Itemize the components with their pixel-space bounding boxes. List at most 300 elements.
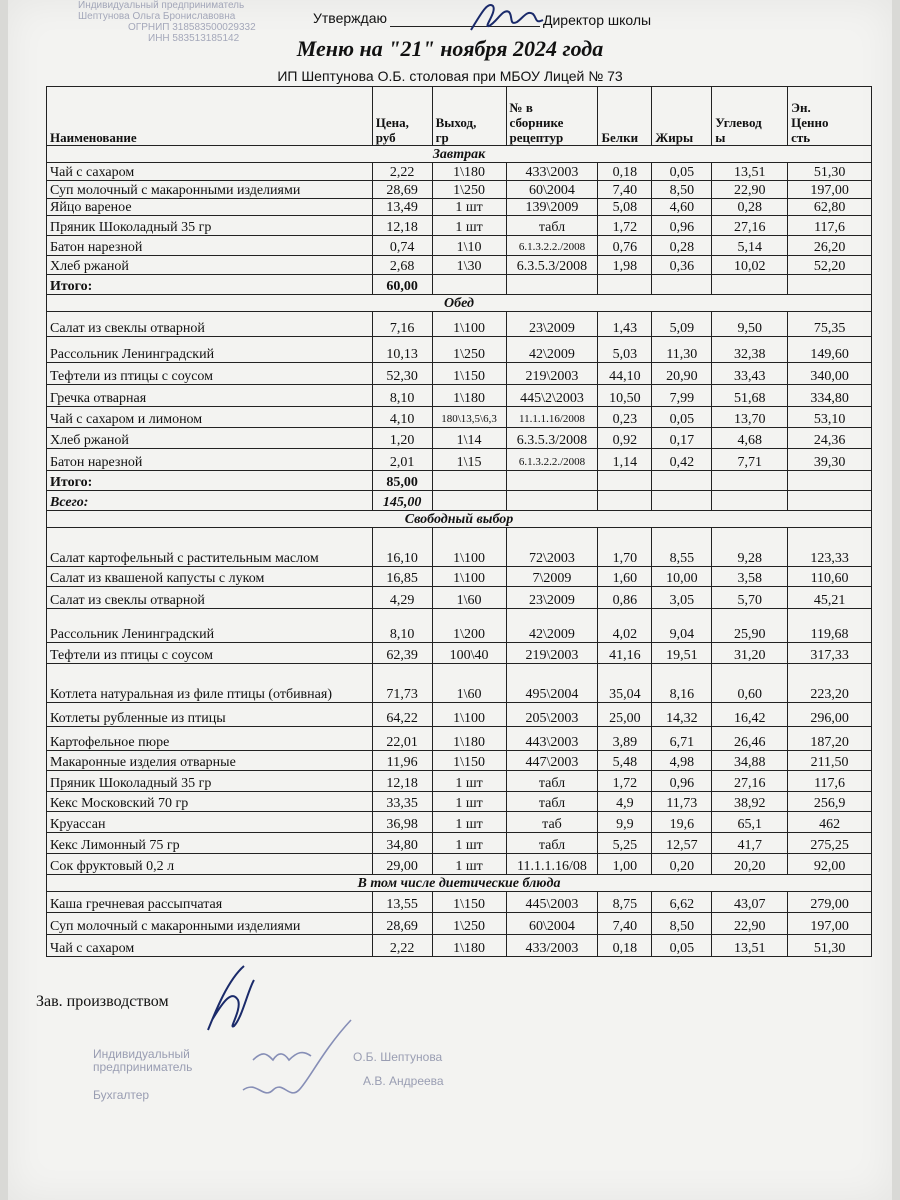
table-cell: 32,38 bbox=[712, 337, 788, 363]
section-title: Свободный выбор bbox=[47, 511, 872, 528]
table-cell: 16,10 bbox=[372, 528, 432, 567]
dish-name: Хлеб ржаной bbox=[47, 256, 373, 275]
table-cell: 13,70 bbox=[712, 407, 788, 428]
table-cell bbox=[652, 491, 712, 511]
table-cell bbox=[788, 471, 872, 491]
total-label: Итого: bbox=[47, 275, 373, 295]
column-header: Жиры bbox=[652, 87, 712, 146]
table-cell: 7,16 bbox=[372, 312, 432, 337]
table-cell: 445\2\2003 bbox=[506, 385, 598, 407]
table-row bbox=[47, 913, 872, 935]
table-row bbox=[47, 703, 872, 727]
table-cell: 0,96 bbox=[652, 771, 712, 792]
table-cell: 33,35 bbox=[372, 792, 432, 812]
table-cell: 1,72 bbox=[598, 216, 652, 236]
table-cell: 433/2003 bbox=[506, 935, 598, 957]
table-cell bbox=[712, 491, 788, 511]
table-cell: 22,01 bbox=[372, 727, 432, 751]
table-cell: 11.1.1.16/2008 bbox=[506, 407, 598, 428]
table-row bbox=[47, 449, 872, 471]
section-header-row bbox=[47, 875, 872, 892]
table-cell: 1,00 bbox=[598, 854, 652, 875]
table-cell: 1\10 bbox=[432, 236, 506, 256]
table-cell: 62,39 bbox=[372, 643, 432, 664]
table-row bbox=[47, 528, 872, 567]
table-cell: 9,28 bbox=[712, 528, 788, 567]
table-cell: 38,92 bbox=[712, 792, 788, 812]
total-row bbox=[47, 471, 872, 491]
table-cell: 75,35 bbox=[788, 312, 872, 337]
dish-name: Салат из квашеной капусты с луком bbox=[47, 567, 373, 587]
grand-total-value: 145,00 bbox=[372, 491, 432, 511]
table-cell bbox=[432, 275, 506, 295]
table-cell: 4,10 bbox=[372, 407, 432, 428]
table-cell: табл bbox=[506, 833, 598, 854]
column-header: Эн. Ценно сть bbox=[788, 87, 872, 146]
table-row bbox=[47, 643, 872, 664]
table-row bbox=[47, 812, 872, 833]
table-cell: 1,72 bbox=[598, 771, 652, 792]
dish-name: Картофельное пюре bbox=[47, 727, 373, 751]
table-cell: 0,28 bbox=[712, 199, 788, 216]
table-cell bbox=[598, 275, 652, 295]
table-cell: 1 шт bbox=[432, 833, 506, 854]
table-row bbox=[47, 407, 872, 428]
table-cell: 1\100 bbox=[432, 528, 506, 567]
table-cell: 64,22 bbox=[372, 703, 432, 727]
table-cell: 42\2009 bbox=[506, 609, 598, 643]
dish-name: Гречка отварная bbox=[47, 385, 373, 407]
table-cell: 34,88 bbox=[712, 751, 788, 771]
table-cell: 296,00 bbox=[788, 703, 872, 727]
table-cell: 7,99 bbox=[652, 385, 712, 407]
table-cell: 495\2004 bbox=[506, 664, 598, 703]
table-cell bbox=[506, 275, 598, 295]
table-cell: 6.3.5.3/2008 bbox=[506, 256, 598, 275]
table-cell: 149,60 bbox=[788, 337, 872, 363]
table-cell bbox=[598, 491, 652, 511]
table-cell: 12,18 bbox=[372, 771, 432, 792]
table-cell: 1\180 bbox=[432, 163, 506, 181]
table-cell: 0,18 bbox=[598, 163, 652, 181]
table-cell: 27,16 bbox=[712, 771, 788, 792]
table-cell: 1\60 bbox=[432, 587, 506, 609]
table-cell bbox=[652, 275, 712, 295]
table-cell: 1\180 bbox=[432, 385, 506, 407]
table-cell: 53,10 bbox=[788, 407, 872, 428]
table-cell: 0,36 bbox=[652, 256, 712, 275]
table-cell: 117,6 bbox=[788, 216, 872, 236]
table-cell: 1,14 bbox=[598, 449, 652, 471]
table-cell: 1\180 bbox=[432, 935, 506, 957]
table-cell: 1\15 bbox=[432, 449, 506, 471]
table-cell: 5,25 bbox=[598, 833, 652, 854]
table-cell: 9,9 bbox=[598, 812, 652, 833]
table-cell: 10,13 bbox=[372, 337, 432, 363]
section-title: Обед bbox=[47, 295, 872, 312]
table-cell: 1\100 bbox=[432, 567, 506, 587]
production-label: Зав. производством bbox=[36, 993, 169, 1010]
table-cell: 8,16 bbox=[652, 664, 712, 703]
table-cell: 1 шт bbox=[432, 792, 506, 812]
dish-name: Тефтели из птицы с соусом bbox=[47, 363, 373, 385]
table-row bbox=[47, 664, 872, 703]
table-cell: 1\60 bbox=[432, 664, 506, 703]
table-cell: 8,55 bbox=[652, 528, 712, 567]
table-cell: табл bbox=[506, 771, 598, 792]
table-cell bbox=[432, 471, 506, 491]
dish-name: Котлеты рубленные из птицы bbox=[47, 703, 373, 727]
table-cell: 26,46 bbox=[712, 727, 788, 751]
table-cell bbox=[598, 471, 652, 491]
table-cell: 41,16 bbox=[598, 643, 652, 664]
table-cell: 44,10 bbox=[598, 363, 652, 385]
table-cell: 7,71 bbox=[712, 449, 788, 471]
column-header: Белки bbox=[598, 87, 652, 146]
table-cell: 1 шт bbox=[432, 216, 506, 236]
table-cell: 1 шт bbox=[432, 199, 506, 216]
table-cell: 10,50 bbox=[598, 385, 652, 407]
table-cell: 12,18 bbox=[372, 216, 432, 236]
table-cell: 334,80 bbox=[788, 385, 872, 407]
table-cell bbox=[712, 275, 788, 295]
dish-name: Круассан bbox=[47, 812, 373, 833]
table-cell: 28,69 bbox=[372, 181, 432, 199]
dish-name: Сок фруктовый 0,2 л bbox=[47, 854, 373, 875]
table-cell: 2,01 bbox=[372, 449, 432, 471]
table-row bbox=[47, 199, 872, 216]
table-cell: 7,40 bbox=[598, 913, 652, 935]
table-cell: 31,20 bbox=[712, 643, 788, 664]
table-cell: 45,21 bbox=[788, 587, 872, 609]
table-cell: 119,68 bbox=[788, 609, 872, 643]
table-cell: 0,74 bbox=[372, 236, 432, 256]
dish-name: Чай с сахаром bbox=[47, 935, 373, 957]
table-cell: 33,43 bbox=[712, 363, 788, 385]
table-cell: табл bbox=[506, 792, 598, 812]
dish-name: Яйцо вареное bbox=[47, 199, 373, 216]
table-row bbox=[47, 363, 872, 385]
table-cell: 117,6 bbox=[788, 771, 872, 792]
table-cell: 51,30 bbox=[788, 163, 872, 181]
dish-name: Салат картофельный с растительным маслом bbox=[47, 528, 373, 567]
table-cell: 13,51 bbox=[712, 935, 788, 957]
table-row bbox=[47, 216, 872, 236]
table-cell: 1,43 bbox=[598, 312, 652, 337]
table-cell: 317,33 bbox=[788, 643, 872, 664]
table-cell: 6,71 bbox=[652, 727, 712, 751]
table-cell: 0,28 bbox=[652, 236, 712, 256]
table-cell: 462 bbox=[788, 812, 872, 833]
dish-name: Батон нарезной bbox=[47, 449, 373, 471]
dish-name: Батон нарезной bbox=[47, 236, 373, 256]
dish-name: Рассольник Ленинградский bbox=[47, 337, 373, 363]
table-cell: 223,20 bbox=[788, 664, 872, 703]
table-row bbox=[47, 385, 872, 407]
table-cell: 16,85 bbox=[372, 567, 432, 587]
table-cell: 1\150 bbox=[432, 363, 506, 385]
column-header: Цена, руб bbox=[372, 87, 432, 146]
dish-name: Чай с сахаром и лимоном bbox=[47, 407, 373, 428]
table-header-row bbox=[47, 87, 872, 146]
document-page bbox=[8, 0, 892, 1200]
table-cell: 1\150 bbox=[432, 892, 506, 913]
table-cell: 1\200 bbox=[432, 609, 506, 643]
dish-name: Кекс Лимонный 75 гр bbox=[47, 833, 373, 854]
table-cell: 219\2003 bbox=[506, 363, 598, 385]
table-cell: 35,04 bbox=[598, 664, 652, 703]
table-cell: 13,49 bbox=[372, 199, 432, 216]
dish-name: Чай с сахаром bbox=[47, 163, 373, 181]
section-header-row bbox=[47, 511, 872, 528]
table-cell: 211,50 bbox=[788, 751, 872, 771]
table-cell: 24,36 bbox=[788, 428, 872, 449]
column-header: № в сборнике рецептур bbox=[506, 87, 598, 146]
dish-name: Суп молочный с макаронными изделиями bbox=[47, 913, 373, 935]
table-row bbox=[47, 337, 872, 363]
table-cell: 180\13,5\6,3 bbox=[432, 407, 506, 428]
stamp-line: ОГРНИП 318583500029332 bbox=[128, 22, 256, 33]
table-cell: 1\30 bbox=[432, 256, 506, 275]
table-row bbox=[47, 892, 872, 913]
table-cell: 445\2003 bbox=[506, 892, 598, 913]
table-cell: 2,22 bbox=[372, 935, 432, 957]
table-cell: 62,80 bbox=[788, 199, 872, 216]
table-cell bbox=[506, 471, 598, 491]
table-cell: табл bbox=[506, 216, 598, 236]
table-row bbox=[47, 236, 872, 256]
table-cell: 9,50 bbox=[712, 312, 788, 337]
column-header: Углевод ы bbox=[712, 87, 788, 146]
table-cell: таб bbox=[506, 812, 598, 833]
dish-name: Хлеб ржаной bbox=[47, 428, 373, 449]
dish-name: Котлета натуральная из филе птицы (отбивная) bbox=[47, 664, 373, 703]
director-signature bbox=[463, 0, 553, 36]
table-cell: 197,00 bbox=[788, 181, 872, 199]
table-cell: 0,23 bbox=[598, 407, 652, 428]
table-cell: 1\150 bbox=[432, 751, 506, 771]
table-cell: 19,51 bbox=[652, 643, 712, 664]
column-header: Наименование bbox=[47, 87, 373, 146]
dish-name: Кекс Московский 70 гр bbox=[47, 792, 373, 812]
column-header: Выход, гр bbox=[432, 87, 506, 146]
table-cell: 10,00 bbox=[652, 567, 712, 587]
table-cell: 8,10 bbox=[372, 385, 432, 407]
table-cell: 1 шт bbox=[432, 771, 506, 792]
stamp-org: Индивидуальный предприниматель bbox=[93, 1047, 193, 1074]
table-cell: 5,08 bbox=[598, 199, 652, 216]
table-cell: 2,22 bbox=[372, 163, 432, 181]
table-cell: 51,30 bbox=[788, 935, 872, 957]
table-cell: 10,02 bbox=[712, 256, 788, 275]
table-cell: 60\2004 bbox=[506, 181, 598, 199]
table-cell: 0,92 bbox=[598, 428, 652, 449]
table-cell: 3,05 bbox=[652, 587, 712, 609]
table-cell: 8,75 bbox=[598, 892, 652, 913]
table-cell: 52,20 bbox=[788, 256, 872, 275]
table-cell: 139\2009 bbox=[506, 199, 598, 216]
accountant-name: А.В. Андреева bbox=[363, 1074, 444, 1088]
table-cell: 0,05 bbox=[652, 935, 712, 957]
table-cell: 0,86 bbox=[598, 587, 652, 609]
table-cell: 4,60 bbox=[652, 199, 712, 216]
table-cell: 12,57 bbox=[652, 833, 712, 854]
table-cell bbox=[712, 471, 788, 491]
table-row bbox=[47, 792, 872, 812]
table-cell: 1,60 bbox=[598, 567, 652, 587]
table-row bbox=[47, 751, 872, 771]
dish-name: Пряник Шоколадный 35 гр bbox=[47, 771, 373, 792]
table-cell: 7\2009 bbox=[506, 567, 598, 587]
table-cell: 4,29 bbox=[372, 587, 432, 609]
table-cell: 279,00 bbox=[788, 892, 872, 913]
section-title: Завтрак bbox=[47, 146, 872, 163]
table-cell: 0,05 bbox=[652, 163, 712, 181]
section-title: В том числе диетические блюда bbox=[47, 875, 872, 892]
table-row bbox=[47, 854, 872, 875]
dish-name: Салат из свеклы отварной bbox=[47, 312, 373, 337]
table-row bbox=[47, 312, 872, 337]
table-cell: 6,62 bbox=[652, 892, 712, 913]
table-cell: 100\40 bbox=[432, 643, 506, 664]
stamp-line: Индивидуальный предприниматель bbox=[78, 0, 245, 11]
table-cell: 8,10 bbox=[372, 609, 432, 643]
table-cell: 52,30 bbox=[372, 363, 432, 385]
table-cell: 0,42 bbox=[652, 449, 712, 471]
stamp-line: ИНН 583513185142 bbox=[148, 33, 240, 44]
page-subtitle: ИП Шептунова О.Б. столовая при МБОУ Лицей № 73 bbox=[277, 68, 623, 84]
total-value: 60,00 bbox=[372, 275, 432, 295]
table-cell: 1\14 bbox=[432, 428, 506, 449]
table-cell: 340,00 bbox=[788, 363, 872, 385]
table-cell: 1\250 bbox=[432, 337, 506, 363]
table-cell: 5,70 bbox=[712, 587, 788, 609]
accountant-signature bbox=[233, 1010, 363, 1120]
table-cell bbox=[432, 491, 506, 511]
table-cell: 28,69 bbox=[372, 913, 432, 935]
dish-name: Рассольник Ленинградский bbox=[47, 609, 373, 643]
table-cell: 42\2009 bbox=[506, 337, 598, 363]
dish-name: Суп молочный с макаронными изделиями bbox=[47, 181, 373, 199]
table-cell: 25,00 bbox=[598, 703, 652, 727]
table-cell: 22,90 bbox=[712, 913, 788, 935]
table-cell: 5,14 bbox=[712, 236, 788, 256]
table-cell: 4,68 bbox=[712, 428, 788, 449]
table-cell: 0,05 bbox=[652, 407, 712, 428]
table-cell: 205\2003 bbox=[506, 703, 598, 727]
table-cell: 51,68 bbox=[712, 385, 788, 407]
table-row bbox=[47, 428, 872, 449]
table-cell: 9,04 bbox=[652, 609, 712, 643]
table-cell: 26,20 bbox=[788, 236, 872, 256]
table-row bbox=[47, 771, 872, 792]
table-cell: 72\2003 bbox=[506, 528, 598, 567]
table-cell: 4,02 bbox=[598, 609, 652, 643]
table-cell: 6.3.5.3/2008 bbox=[506, 428, 598, 449]
table-cell: 1,98 bbox=[598, 256, 652, 275]
table-cell: 41,7 bbox=[712, 833, 788, 854]
table-cell: 22,90 bbox=[712, 181, 788, 199]
table-row bbox=[47, 256, 872, 275]
table-cell: 433\2003 bbox=[506, 163, 598, 181]
total-value: 85,00 bbox=[372, 471, 432, 491]
table-cell: 39,30 bbox=[788, 449, 872, 471]
table-cell: 27,16 bbox=[712, 216, 788, 236]
table-cell: 5,03 bbox=[598, 337, 652, 363]
table-cell: 92,00 bbox=[788, 854, 872, 875]
table-cell: 275,25 bbox=[788, 833, 872, 854]
table-cell: 1\250 bbox=[432, 913, 506, 935]
table-cell: 4,9 bbox=[598, 792, 652, 812]
table-cell: 16,42 bbox=[712, 703, 788, 727]
table-cell bbox=[652, 471, 712, 491]
table-cell: 65,1 bbox=[712, 812, 788, 833]
table-row bbox=[47, 609, 872, 643]
page-title: Меню на "21" ноября 2024 года bbox=[296, 36, 604, 61]
table-row bbox=[47, 587, 872, 609]
table-cell: 5,48 bbox=[598, 751, 652, 771]
table-cell: 1 шт bbox=[432, 812, 506, 833]
menu-table bbox=[46, 86, 872, 957]
table-cell: 2,68 bbox=[372, 256, 432, 275]
total-label: Итого: bbox=[47, 471, 373, 491]
table-cell: 13,51 bbox=[712, 163, 788, 181]
table-cell: 43,07 bbox=[712, 892, 788, 913]
table-cell: 219\2003 bbox=[506, 643, 598, 664]
accountant-label: Бухгалтер bbox=[93, 1088, 150, 1102]
table-cell bbox=[506, 491, 598, 511]
table-cell: 8,50 bbox=[652, 181, 712, 199]
table-cell: 11.1.1.16/08 bbox=[506, 854, 598, 875]
table-cell: 443\2003 bbox=[506, 727, 598, 751]
table-cell: 13,55 bbox=[372, 892, 432, 913]
table-cell: 19,6 bbox=[652, 812, 712, 833]
director-label: Директор школы bbox=[543, 12, 652, 28]
dish-name: Каша гречневая рассыпчатая bbox=[47, 892, 373, 913]
grand-total-row bbox=[47, 491, 872, 511]
table-cell: 29,00 bbox=[372, 854, 432, 875]
table-cell: 0,20 bbox=[652, 854, 712, 875]
table-cell: 8,50 bbox=[652, 913, 712, 935]
table-cell: 34,80 bbox=[372, 833, 432, 854]
table-cell: 6.1.3.2.2./2008 bbox=[506, 236, 598, 256]
table-cell: 197,00 bbox=[788, 913, 872, 935]
table-cell: 0,60 bbox=[712, 664, 788, 703]
stamp-line: Шептунова Ольга Брониславовна bbox=[78, 11, 236, 22]
table-cell: 23\2009 bbox=[506, 312, 598, 337]
table-cell: 256,9 bbox=[788, 792, 872, 812]
table-cell: 7,40 bbox=[598, 181, 652, 199]
section-header-row bbox=[47, 295, 872, 312]
table-row bbox=[47, 727, 872, 751]
table-row bbox=[47, 567, 872, 587]
table-cell: 20,90 bbox=[652, 363, 712, 385]
table-cell: 0,76 bbox=[598, 236, 652, 256]
table-cell: 71,73 bbox=[372, 664, 432, 703]
table-cell: 11,73 bbox=[652, 792, 712, 812]
table-cell: 0,17 bbox=[652, 428, 712, 449]
dish-name: Пряник Шоколадный 35 гр bbox=[47, 216, 373, 236]
table-cell: 36,98 bbox=[372, 812, 432, 833]
table-cell bbox=[788, 491, 872, 511]
table-cell bbox=[788, 275, 872, 295]
total-row bbox=[47, 275, 872, 295]
table-cell: 1,20 bbox=[372, 428, 432, 449]
table-cell: 1\100 bbox=[432, 312, 506, 337]
table-cell: 11,30 bbox=[652, 337, 712, 363]
grand-total-label: Всего: bbox=[47, 491, 373, 511]
table-cell: 60\2004 bbox=[506, 913, 598, 935]
